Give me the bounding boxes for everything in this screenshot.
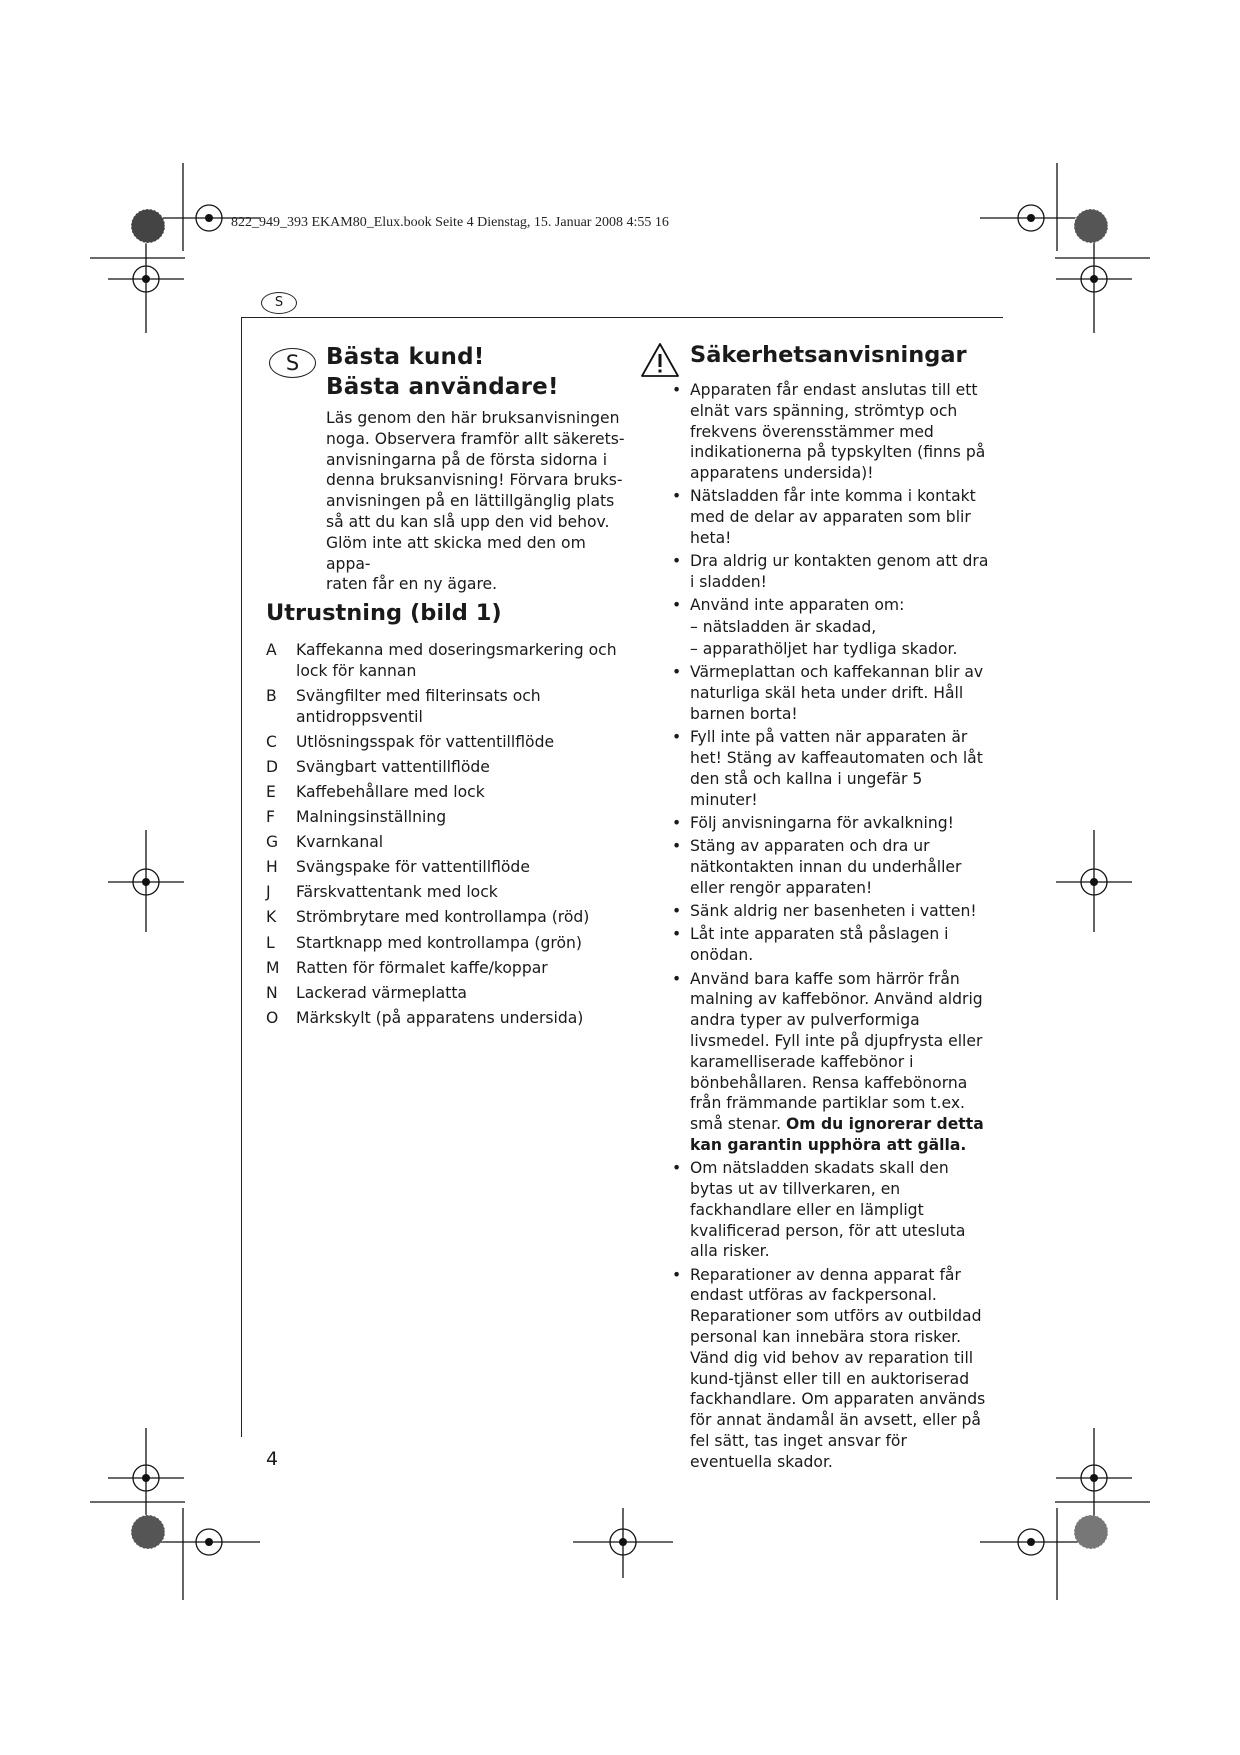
- intro-line: denna bruksanvisning! Förvara bruks-: [326, 471, 623, 490]
- safety-item: • Stäng av apparaten och dra ur nätkontakten innan du underhåller eller rengör apparaten!: [672, 836, 990, 898]
- warning-triangle-icon: [640, 342, 680, 378]
- equipment-item: [266, 907, 626, 928]
- equipment-text: Märkskylt (på apparatens undersida): [296, 1008, 584, 1027]
- intro-line: så att du kan slå upp den vid behov.: [326, 512, 610, 531]
- equipment-item: [266, 958, 626, 979]
- safety-item: • Följ anvisningarna för avkalkning!: [672, 813, 990, 834]
- safety-item: • Dra aldrig ur kontakten genom att dra i sladden!: [672, 551, 990, 593]
- intro-line: Glöm inte att skicka med den om appa-: [326, 533, 586, 573]
- safety-item: • Låt inte apparaten stå påslagen i onödan.: [672, 924, 990, 966]
- intro-line: Läs genom den här bruksanvisningen: [326, 409, 620, 427]
- equipment-text: Strömbrytare med kontrollampa (röd): [296, 908, 590, 927]
- safety-subitem: – apparathöljet har tydliga skador.: [690, 640, 958, 659]
- equipment-key: C: [266, 732, 277, 751]
- intro-line: anvisningen på en lättillgänglig plats: [326, 492, 615, 511]
- equipment-text: Malningsinställning: [296, 808, 447, 827]
- greeting-title-line1: Bästa kund!: [326, 344, 485, 370]
- equipment-key: B: [266, 686, 277, 705]
- intro-line: noga. Observera framför allt säkerets-: [326, 429, 625, 448]
- greeting-title-line2: Bästa användare!: [326, 374, 559, 400]
- safety-list: [672, 380, 990, 1475]
- equipment-key: F: [266, 808, 275, 827]
- safety-item-with-warning: [672, 969, 990, 1156]
- equipment-list: [266, 640, 626, 1033]
- equipment-key: D: [266, 757, 279, 776]
- equipment-title: Utrustning (bild 1): [266, 600, 502, 626]
- language-badge-small: S: [261, 292, 297, 314]
- equipment-item: [266, 857, 626, 878]
- equipment-item: [266, 983, 626, 1004]
- language-badge: S: [269, 348, 316, 378]
- equipment-item: [266, 640, 626, 682]
- equipment-text: Svängbart vattentillflöde: [296, 757, 490, 776]
- equipment-key: G: [266, 833, 279, 852]
- equipment-item: [266, 807, 626, 828]
- file-info-header: 822_949_393 EKAM80_Elux.book Seite 4 Dienstag, 15. Januar 2008 4:55 16: [231, 215, 669, 230]
- equipment-text: Kvarnkanal: [296, 833, 384, 852]
- equipment-key: K: [266, 908, 277, 927]
- intro-line: anvisningarna på de första sidorna i: [326, 450, 608, 469]
- safety-item: • Reparationer av denna apparat får endast utföras av fackpersonal. Reparationer som utförs av outbildad personal kan innebära stora risker. Vänd dig vid behov av reparation till kund-tjänst eller till en auktoriserad fackhandlare. Om apparaten används för annat ändamål än avsett, eller på fel sätt, tas inget ansvar för eventuella skador.: [672, 1265, 990, 1473]
- intro-line: raten får en ny ägare.: [326, 575, 498, 594]
- safety-item: • Apparaten får endast anslutas till ett elnät vars spänning, strömtyp och frekvens överensstämmer med indikationerna på typskylten (finns på apparatens undersida)!: [672, 380, 990, 484]
- equipment-text: Svängfilter med filterinsats och antidroppsventil: [296, 686, 541, 726]
- equipment-item: [266, 732, 626, 753]
- safety-item: • Fyll inte på vatten när apparaten är het! Stäng av kaffeautomaten och låt den stå och kallna i ungefär 5 minuter!: [672, 727, 990, 810]
- safety-subitem: – nätsladden är skadad,: [690, 618, 877, 637]
- equipment-item: [266, 832, 626, 853]
- safety-item: • Sänk aldrig ner basenheten i vatten!: [672, 901, 990, 922]
- top-rule: [241, 317, 1003, 318]
- equipment-key: E: [266, 782, 276, 801]
- equipment-text: Kaffebehållare med lock: [296, 782, 485, 801]
- equipment-key: A: [266, 641, 277, 659]
- guarantee-warning: Om du ignorerar detta kan garantin upphöra att gälla.: [690, 1115, 984, 1154]
- safety-item-with-subitems: [672, 595, 990, 659]
- equipment-text: Färskvattentank med lock: [296, 883, 498, 902]
- safety-item: • Om nätsladden skadats skall den bytas ut av tillverkaren, en fackhandlare eller en lämpligt kvalificerad person, för att utesluta alla risker.: [672, 1158, 990, 1262]
- equipment-item: [266, 933, 626, 954]
- equipment-key: J: [266, 883, 271, 902]
- equipment-key: N: [266, 983, 278, 1002]
- equipment-item: [266, 686, 626, 728]
- equipment-key: H: [266, 858, 278, 877]
- safety-item-text: Använd inte apparaten om:: [690, 596, 905, 615]
- safety-item: • Nätsladden får inte komma i kontakt med de delar av apparaten som blir heta!: [672, 486, 990, 548]
- equipment-item: [266, 782, 626, 803]
- equipment-text: Ratten för förmalet kaffe/koppar: [296, 958, 548, 977]
- intro-paragraph: [326, 408, 626, 595]
- equipment-text: Kaffekanna med doseringsmarkering och lock för kannan: [296, 641, 617, 680]
- greeting-title: [326, 342, 559, 402]
- left-rule: [241, 317, 242, 1437]
- equipment-key: L: [266, 933, 275, 952]
- safety-title: Säkerhetsanvisningar: [690, 342, 967, 368]
- equipment-text: Svängspake för vattentillflöde: [296, 858, 530, 877]
- safety-item: • Värmeplattan och kaffekannan blir av naturliga skäl heta under drift. Håll barnen borta!: [672, 662, 990, 724]
- page-number: 4: [266, 1448, 279, 1470]
- equipment-text: Startknapp med kontrollampa (grön): [296, 933, 582, 952]
- equipment-text: Lackerad värmeplatta: [296, 983, 467, 1002]
- equipment-item: [266, 1008, 626, 1029]
- equipment-item: [266, 882, 626, 903]
- equipment-text: Utlösningsspak för vattentillflöde: [296, 732, 555, 751]
- equipment-item: [266, 757, 626, 778]
- safety-item-text: Använd bara kaffe som härrör från malning av kaffebönor. Använd aldrig andra typer av pulverformiga livsmedel. Fyll inte på djupfrysta eller karamelliserade kaffebönor i bönbehållaren. Rensa kaffebönorna från främmande partiklar som t.ex. små stenar.: [690, 969, 983, 1134]
- equipment-key: M: [266, 958, 280, 977]
- equipment-key: O: [266, 1008, 279, 1027]
